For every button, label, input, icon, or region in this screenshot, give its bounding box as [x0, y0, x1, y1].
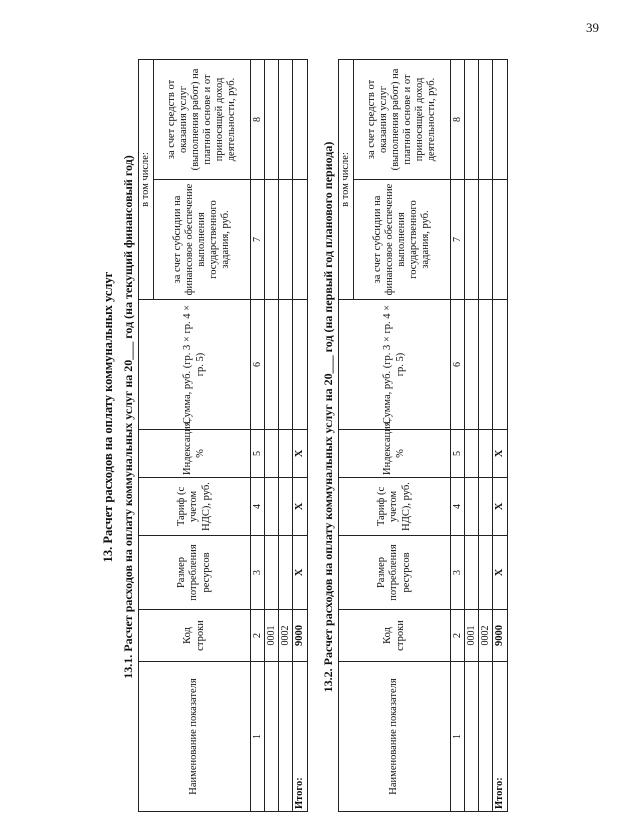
- section-13-2: [318, 22, 508, 812]
- cell-subsidy[interactable]: [265, 180, 279, 300]
- header-volume: Размер потребления ресурсов: [339, 536, 451, 610]
- header-income: за счет средств от оказания услуг (выполнения работ) на платной основе и от приносящей доход деятельности, руб.: [354, 59, 451, 179]
- column-number: 8: [451, 59, 465, 179]
- total-income[interactable]: [293, 59, 308, 179]
- header-tariff: Тариф (с учетом НДС), руб.: [139, 478, 251, 536]
- total-sum[interactable]: [293, 300, 308, 430]
- header-sum: Сумма, руб. (гр. 3 × гр. 4 × гр. 5): [139, 300, 251, 430]
- cell-sum[interactable]: [465, 300, 479, 430]
- header-code: Код строки: [339, 610, 451, 662]
- cell-subsidy[interactable]: [479, 180, 493, 300]
- header-volume: Размер потребления ресурсов: [139, 536, 251, 610]
- column-number: 4: [251, 478, 265, 536]
- page-number: 39: [586, 20, 599, 35]
- column-number: 3: [451, 536, 465, 610]
- section-title: 13.1. Расчет расходов на оплату коммунальных услуг на 20___ год (на текущий финансовый год): [121, 155, 135, 679]
- cell-name[interactable]: [465, 662, 479, 812]
- column-number: 5: [451, 430, 465, 478]
- cell-index[interactable]: [265, 430, 279, 478]
- header-index: Индексация, %: [339, 430, 451, 478]
- column-number: 2: [251, 610, 265, 662]
- column-number: 6: [251, 300, 265, 430]
- cell-name[interactable]: [279, 662, 293, 812]
- column-number: 5: [251, 430, 265, 478]
- cell-tariff[interactable]: [465, 478, 479, 536]
- header-subsidy: за счет субсидии на финансовое обеспечение выполнения государственного задания, руб.: [154, 180, 251, 300]
- column-number: 2: [451, 610, 465, 662]
- cell-name[interactable]: [265, 662, 279, 812]
- total-x-volume: X: [493, 536, 508, 610]
- column-number: 3: [251, 536, 265, 610]
- total-x-tariff: X: [493, 478, 508, 536]
- header-name: Наименование показателя: [139, 662, 251, 812]
- cell-volume[interactable]: [279, 536, 293, 610]
- total-subsidy[interactable]: [493, 180, 508, 300]
- header-index: Индексация, %: [139, 430, 251, 478]
- header-income: за счет средств от оказания услуг (выполнения работ) на платной основе и от приносящей доход деятельности, руб.: [154, 59, 251, 179]
- cell-index[interactable]: [279, 430, 293, 478]
- cell-sum[interactable]: [265, 300, 279, 430]
- total-x-index: X: [293, 430, 308, 478]
- column-number: 8: [251, 59, 265, 179]
- cell-income[interactable]: [465, 59, 479, 179]
- header-sum: Сумма, руб. (гр. 3 × гр. 4 × гр. 5): [339, 300, 451, 430]
- cell-income[interactable]: [279, 59, 293, 179]
- cell-income[interactable]: [265, 59, 279, 179]
- cell-code: 0002: [279, 610, 293, 662]
- column-number: 6: [451, 300, 465, 430]
- cell-sum[interactable]: [279, 300, 293, 430]
- header-tariff: Тариф (с учетом НДС), руб.: [339, 478, 451, 536]
- total-label: Итого:: [293, 662, 308, 812]
- expense-table: [338, 59, 508, 812]
- total-x-tariff: X: [293, 478, 308, 536]
- cell-index[interactable]: [465, 430, 479, 478]
- cell-tariff[interactable]: [479, 478, 493, 536]
- cell-code: 0001: [465, 610, 479, 662]
- column-number: 4: [451, 478, 465, 536]
- main-title: 13. Расчет расходов на оплату коммунальных услуг: [101, 271, 115, 563]
- cell-volume[interactable]: [479, 536, 493, 610]
- cell-sum[interactable]: [479, 300, 493, 430]
- total-subsidy[interactable]: [293, 180, 308, 300]
- section-title: 13.2. Расчет расходов на оплату коммунальных услуг на 20___ год (на первый год планового периода): [321, 141, 335, 693]
- cell-tariff[interactable]: [279, 478, 293, 536]
- cell-income[interactable]: [479, 59, 493, 179]
- cell-volume[interactable]: [465, 536, 479, 610]
- expense-table: [138, 59, 308, 812]
- column-number: 7: [251, 180, 265, 300]
- rotated-content: [98, 22, 538, 812]
- column-number: 1: [251, 662, 265, 812]
- cell-tariff[interactable]: [265, 478, 279, 536]
- total-sum[interactable]: [493, 300, 508, 430]
- header-subsidy: за счет субсидии на финансовое обеспечение выполнения государственного задания, руб.: [354, 180, 451, 300]
- total-x-index: X: [493, 430, 508, 478]
- column-number: 1: [451, 662, 465, 812]
- header-name: Наименование показателя: [339, 662, 451, 812]
- cell-subsidy[interactable]: [279, 180, 293, 300]
- cell-name[interactable]: [479, 662, 493, 812]
- cell-code: 0001: [265, 610, 279, 662]
- header-code: Код строки: [139, 610, 251, 662]
- total-income[interactable]: [493, 59, 508, 179]
- header-including: в том числе:: [139, 59, 154, 299]
- cell-subsidy[interactable]: [465, 180, 479, 300]
- cell-volume[interactable]: [265, 536, 279, 610]
- cell-code: 0002: [479, 610, 493, 662]
- header-including: в том числе:: [339, 59, 354, 299]
- column-number: 7: [451, 180, 465, 300]
- section-13-1: [118, 22, 308, 812]
- cell-index[interactable]: [479, 430, 493, 478]
- total-x-volume: X: [293, 536, 308, 610]
- total-code: 9000: [493, 610, 508, 662]
- total-label: Итого:: [493, 662, 508, 812]
- total-code: 9000: [293, 610, 308, 662]
